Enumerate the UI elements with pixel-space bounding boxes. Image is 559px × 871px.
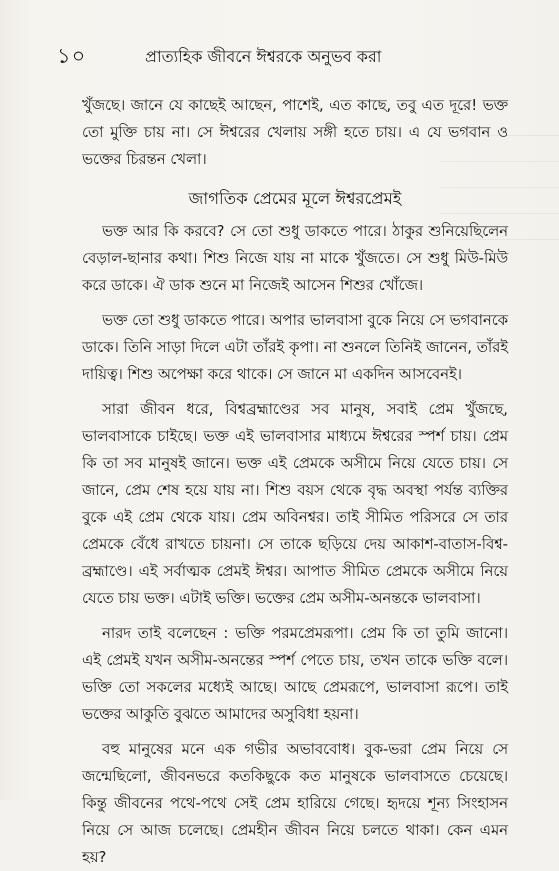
- paragraph: নারদ তাই বলেছেন : ভক্তি পরমপ্রেমরূপা। প্রেম কি তা তুমি জানো। এই প্রেমই যখন অসীম-অনন্তের স্পর্শ পেতে চায়, তখন তাকে ভক্তি বলে। ভক্তি তো সকলের মধ্যেই আছে। আছে প্রেমরূপে, ভালবাসা রূপে। তাই ভক্তের আকুতি বুঝতে আমাদের অসুবিধা হয়না।: [82, 625, 508, 723]
- page-number: ১০: [57, 44, 87, 68]
- paragraph: বহু মানুষের মনে এক গভীর অভাববোধ। বুক-ভরা প্রেম নিয়ে সে জন্মেছিলো, জীবনভরে কতকিছুকে কত মানুষকে ভালবাসতে চেয়েছে। কিন্তু জীবনের পথে-পথে সেই প্রেম হারিয়ে গেছে। হৃদয়ে শূন্য সিংহাসন নিয়ে সে আজ চলেছে। প্রেমহীন জীবন নিয়ে চলতে থাকা। কেন এমন হয়?: [82, 741, 508, 866]
- body-text: [82, 92, 508, 871]
- section-heading: জাগতিক প্রেমের মূলে ঈশ্বরপ্রেমই: [188, 189, 402, 208]
- paragraph-continuation: খুঁজছে। জানে যে কাছেই আছেন, পাশেই, এত কাছে, তবু এত দূরে! ভক্ত তো মুক্তি চায় না। সে ঈশ্বরের খেলায় সঙ্গী হতে চায়। এ যে ভগবান ও ভক্তের চিরন্তন খেলা।: [82, 97, 508, 168]
- running-header: [57, 40, 499, 70]
- paragraph: সারা জীবন ধরে, বিশ্বব্রহ্মাণ্ডের সব মানুষ, সবাই প্রেম খুঁজছে, ভালবাসাকে চাইছে। ভক্ত এই ভালবাসার মাধ্যমে ঈশ্বরের স্পর্শ চায়। প্রেম কি তা সব মানুষই জানে। ভক্ত এই প্রেমকে অসীমে নিয়ে যেতে চায়। সে জানে, প্রেম শেষ হয়ে যায় না। শিশু বয়স থেকে বৃদ্ধ অবস্থা পর্যন্ত ব্যক্তির বুকে এই প্রেম থেকে যায়। প্রেম অবিনশ্বর। তাই সীমিত পরিসরে সে তার প্রেমকে বেঁধে রাখতে চায়না। সে তাকে ছড়িয়ে দেয় আকাশ-বাতাস-বিশ্ব-ব্রহ্মাণ্ডে। এই সর্বাত্মক প্রেমই ঈশ্বর। আপাত সীমিত প্রেমকে অসীমে নিয়ে যেতে চায় ভক্ত। এটাই ভক্তি। ভক্তের প্রেম অসীম-অনন্তকে ভালবাসা।: [82, 401, 508, 607]
- paragraph: ভক্ত তো শুধু ডাকতে পারে। অপার ভালবাসা বুকে নিয়ে সে ভগবানকে ডাকে। তিনি সাড়া দিলে এটা তাঁরই কৃপা। না শুনলে তিনিই জানেন, তাঁরই দায়িত্ব। শিশু অপেক্ষা করে থাকে। সে জানে মা একদিন আসবেনই।: [82, 312, 508, 383]
- paragraph: ভক্ত আর কি করবে? সে তো শুধু ডাকতে পারে। ঠাকুর শুনিয়েছিলেন বেড়াল-ছানার কথা। শিশু নিজে যায় না মাকে খুঁজতে। সে শুধু মিউ-মিউ করে ডাকে। ঐ ডাক শুনে মা নিজেই আসেন শিশুর খোঁজে।: [82, 223, 508, 294]
- running-title: প্রাত্যহিক জীবনে ঈশ্বরকে অনুভব করা: [145, 47, 382, 66]
